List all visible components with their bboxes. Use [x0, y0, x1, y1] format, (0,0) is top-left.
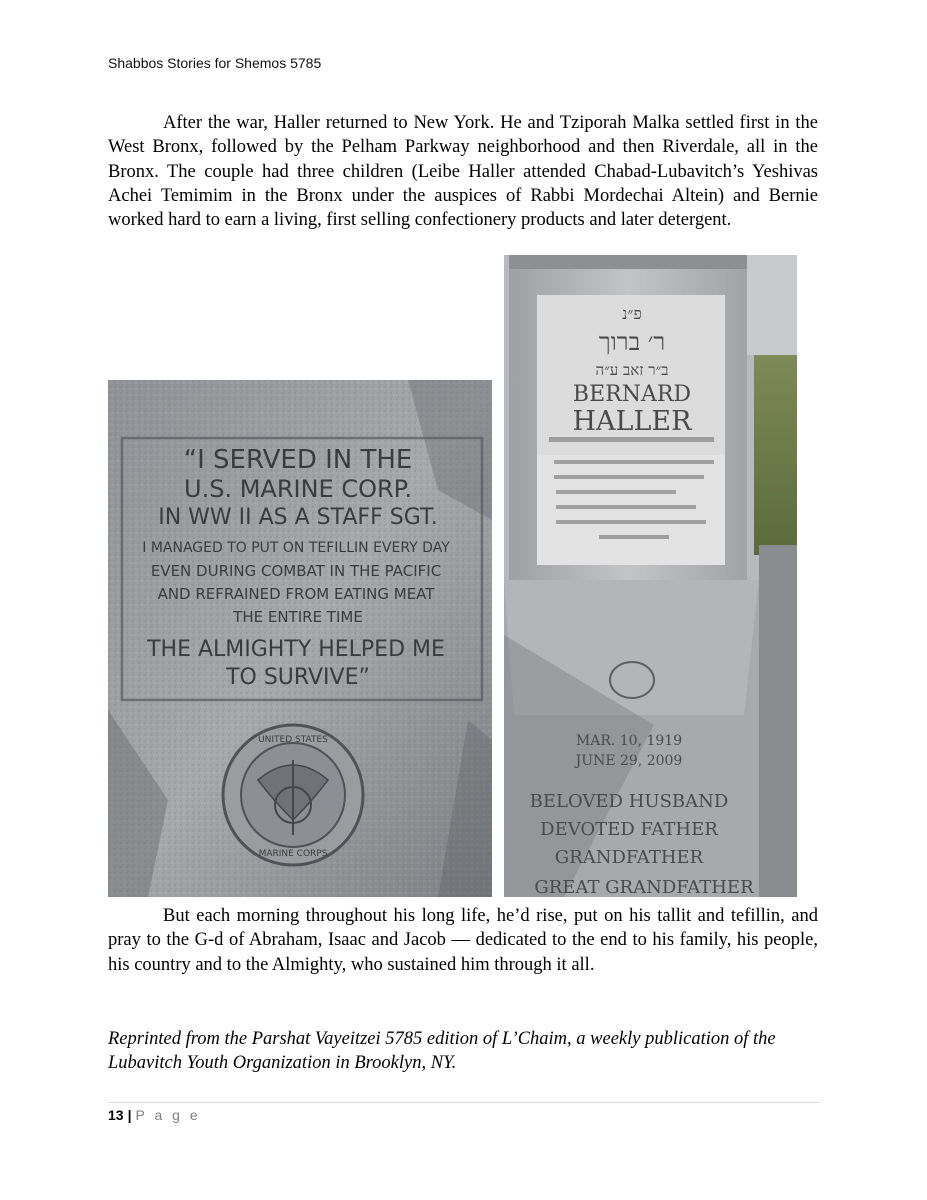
headstone-name-first: BERNARD [572, 382, 692, 407]
plaque-photo-image [108, 380, 492, 897]
marine-corps-seal [223, 725, 363, 865]
headstone-date-1: MAR. 10, 1919 [575, 733, 683, 749]
plaque-line-1: “I SERVED IN THE [183, 445, 413, 475]
page-label: P a g e [135, 1107, 201, 1123]
seal-bottom-text: MARINE CORPS [258, 849, 328, 859]
headstone-abbrev: פ״נ [622, 304, 642, 323]
headstone-hebrew-name: ר׳ ברוך [598, 328, 666, 356]
body-paragraph-1 [108, 111, 818, 232]
headstone-epitaph-3: GRANDFATHER [554, 847, 704, 868]
plaque-line-4: I MANAGED TO PUT ON TEFILLIN EVERY DAY [142, 540, 450, 556]
headstone-epitaph-4: GREAT GRANDFATHER [534, 877, 754, 897]
headstone-photo [504, 255, 797, 897]
plaque-line-6: AND REFRAINED FROM EATING MEAT [157, 585, 435, 603]
headstone-hebrew-father: ב״ר זאב ע״ה [595, 361, 669, 379]
plaque-line-2: U.S. MARINE CORP. [184, 475, 412, 503]
reprint-credit: Reprinted from the Parshat Vayeitzei 5785 edition of L’Chaim, a weekly publication of the Lubavitch Youth Organization in Brooklyn, NY. [108, 1029, 776, 1074]
headstone-epitaph-2: DEVOTED FATHER [540, 819, 718, 840]
paragraph-2-text: But each morning throughout his long life, he’d rise, put on his tallit and tefillin, and pray to the G-d of Abraham, Isaac and Jacob — dedicated to the end to his family, his people, his country and to the Almighty, who sustained him through it all. [108, 906, 818, 975]
seal-top-text: UNITED STATES [258, 735, 328, 745]
paragraph-1-text: After the war, Haller returned to New York. He and Tziporah Malka settled first in the West Bronx, followed by the Pelham Parkway neighborhood and then Riverdale, all in the Bronx. The couple had three children (Leibe Haller attended Chabad-Lubavitch’s Yeshivas Achei Temimim in the Bronx under the auspices of Rabbi Mordechai Altein) and Bernie worked hard to earn a living, first selling confectionery products and later detergent. [108, 113, 818, 231]
plaque-line-8: THE ALMIGHTY HELPED ME [147, 637, 445, 662]
plaque-line-9: TO SURVIVE” [226, 665, 370, 690]
footer-separator: | [127, 1107, 132, 1123]
footer-divider [108, 1102, 820, 1103]
plaque-line-7: THE ENTIRE TIME [233, 608, 363, 626]
page-footer [108, 1107, 201, 1123]
headstone-date-2: JUNE 29, 2009 [575, 753, 683, 769]
headstone-name-last: HALLER [572, 406, 692, 437]
headstone-photo-image [504, 255, 797, 897]
running-header: Shabbos Stories for Shemos 5785 [108, 55, 322, 71]
plaque-photo [108, 380, 492, 897]
page-number: 13 [108, 1107, 124, 1123]
body-paragraph-2 [108, 904, 818, 977]
plaque-line-5: EVEN DURING COMBAT IN THE PACIFIC [150, 562, 442, 580]
headstone-epitaph-1: BELOVED HUSBAND [529, 791, 729, 812]
plaque-line-3: IN WW II AS A STAFF SGT. [158, 505, 438, 530]
